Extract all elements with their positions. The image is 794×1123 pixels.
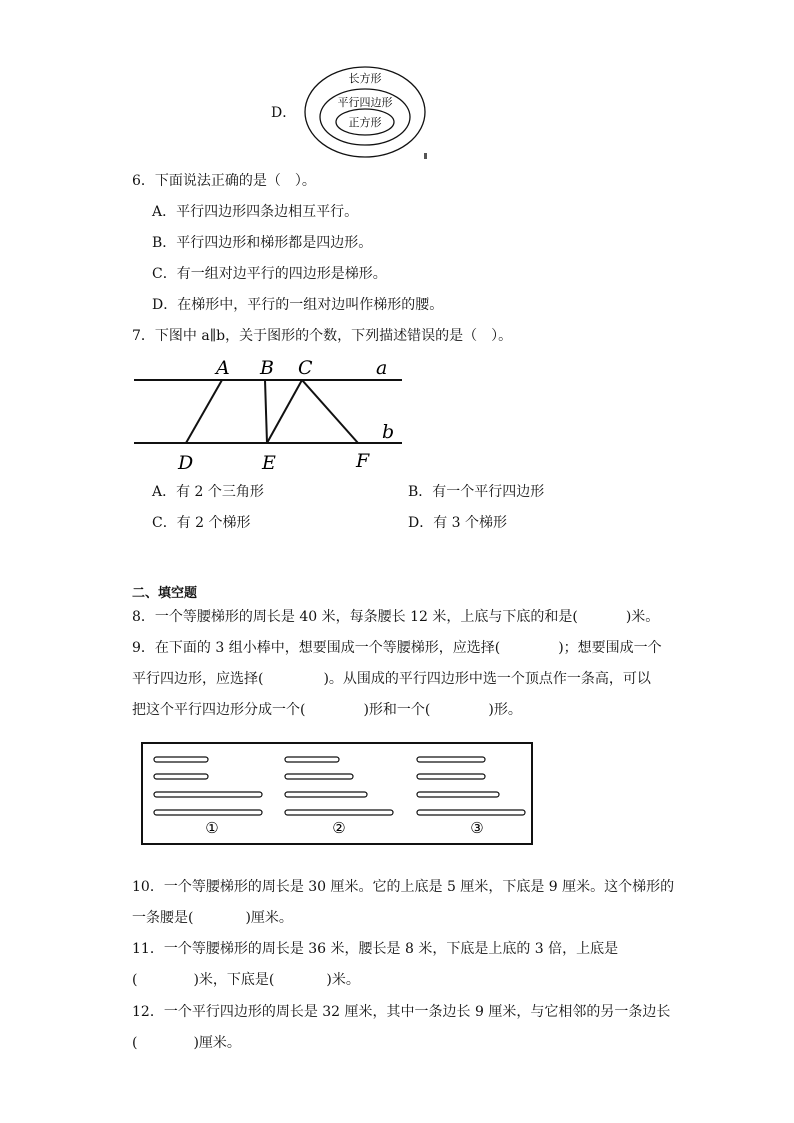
stick — [154, 774, 208, 779]
q5-option-d-label: D． — [271, 105, 297, 121]
stick — [154, 792, 262, 797]
q12-line2-b: )厘米。 — [193, 1035, 241, 1051]
q11-line1: 11．一个等腰梯形的周长是 36 米，腰长是 8 米，下底是上底的 3 倍，上底是 — [132, 941, 619, 957]
q6-option-a: A．平行四边形四条边相互平行。 — [152, 204, 359, 220]
q9-line2 — [132, 669, 651, 689]
q7-option-c: C．有 2 个梯形 — [152, 515, 251, 531]
stick — [285, 757, 339, 762]
parallel-lines-figure — [130, 352, 410, 476]
q9-line1-a: 9．在下面的 3 组小棒中，想要围成一个等腰梯形，应选择( — [132, 640, 501, 656]
stick — [285, 810, 393, 815]
stick — [154, 757, 208, 762]
q10-line1: 10．一个等腰梯形的周长是 30 厘米。它的上底是 5 厘米，下底是 9 厘米。这个梯形的 — [132, 879, 675, 895]
stick — [285, 792, 367, 797]
q6-option-b: B．平行四边形和梯形都是四边形。 — [152, 235, 373, 251]
segment-ce — [267, 380, 302, 443]
q11-line2-a: ( — [132, 972, 138, 988]
stick — [417, 810, 525, 815]
q12-line2 — [132, 1033, 241, 1053]
q9-line3-b: )形和一个( — [363, 702, 431, 718]
q9-line1 — [132, 638, 662, 658]
q9-line1-b: )；想要围成一个 — [558, 640, 662, 656]
stick — [417, 757, 485, 762]
q7-stem: 7．下图中 a∥b，关于图形的个数，下列描述错误的是（ ）。 — [132, 328, 513, 344]
group-1-label: ① — [205, 819, 219, 837]
q10-line2-a: 一条腰是( — [132, 910, 194, 926]
q11-line2-c: )米。 — [326, 972, 360, 988]
venn-outer-label: 长方形 — [348, 72, 382, 85]
point-a-label: A — [216, 357, 230, 379]
stick — [417, 792, 499, 797]
point-b-label: B — [260, 357, 274, 379]
small-mark — [424, 153, 427, 159]
stick — [154, 810, 262, 815]
q10-line2-b: )厘米。 — [245, 910, 293, 926]
segment-cf — [302, 380, 358, 443]
segment-ad — [186, 380, 222, 443]
q7-option-a: A．有 2 个三角形 — [152, 484, 264, 500]
q8-after: )米。 — [625, 609, 660, 625]
section-title: 二、填空题 — [132, 586, 198, 601]
group-2-label: ② — [332, 819, 346, 837]
q10-line2 — [132, 908, 293, 928]
q12-line2-a: ( — [132, 1035, 138, 1051]
q8-text — [132, 607, 659, 627]
point-e-label: E — [262, 452, 276, 474]
point-f-label: F — [356, 450, 370, 472]
point-c-label: C — [298, 357, 313, 379]
q8-before: 8．一个等腰梯形的周长是 40 米，每条腰长 12 米，上底与下底的和是( — [132, 609, 578, 625]
q6-stem: 6．下面说法正确的是（ ）。 — [132, 173, 316, 189]
stick — [285, 774, 353, 779]
venn-middle-label: 平行四边形 — [337, 96, 393, 109]
line-b-label: b — [382, 421, 395, 443]
q12-line1: 12．一个平行四边形的周长是 32 厘米，其中一条边长 9 厘米，与它相邻的另一条边长 — [132, 1004, 671, 1020]
q11-line2-b: )米，下底是( — [193, 972, 275, 988]
q9-line3 — [132, 700, 522, 720]
sticks-figure — [140, 741, 536, 847]
q7-option-b: B．有一个平行四边形 — [408, 484, 545, 500]
q7-option-d: D．有 3 个梯形 — [408, 515, 508, 531]
group-3-label: ③ — [470, 819, 484, 837]
point-d-label: D — [178, 452, 194, 474]
venn-inner-label: 正方形 — [348, 116, 382, 129]
q9-line2-b: )。从围成的平行四边形中选一个顶点作一条高，可以 — [323, 671, 651, 687]
q11-line2 — [132, 970, 360, 990]
stick — [417, 774, 485, 779]
q9-line2-a: 平行四边形，应选择( — [132, 671, 264, 687]
q9-line3-a: 把这个平行四边形分成一个( — [132, 702, 306, 718]
segment-be — [265, 380, 267, 443]
venn-diagram — [300, 64, 440, 164]
q6-option-d: D．在梯形中，平行的一组对边叫作梯形的腰。 — [152, 297, 444, 313]
q6-option-c: C．有一组对边平行的四边形是梯形。 — [152, 266, 387, 282]
q9-line3-c: )形。 — [488, 702, 522, 718]
line-a-label: a — [376, 357, 388, 379]
